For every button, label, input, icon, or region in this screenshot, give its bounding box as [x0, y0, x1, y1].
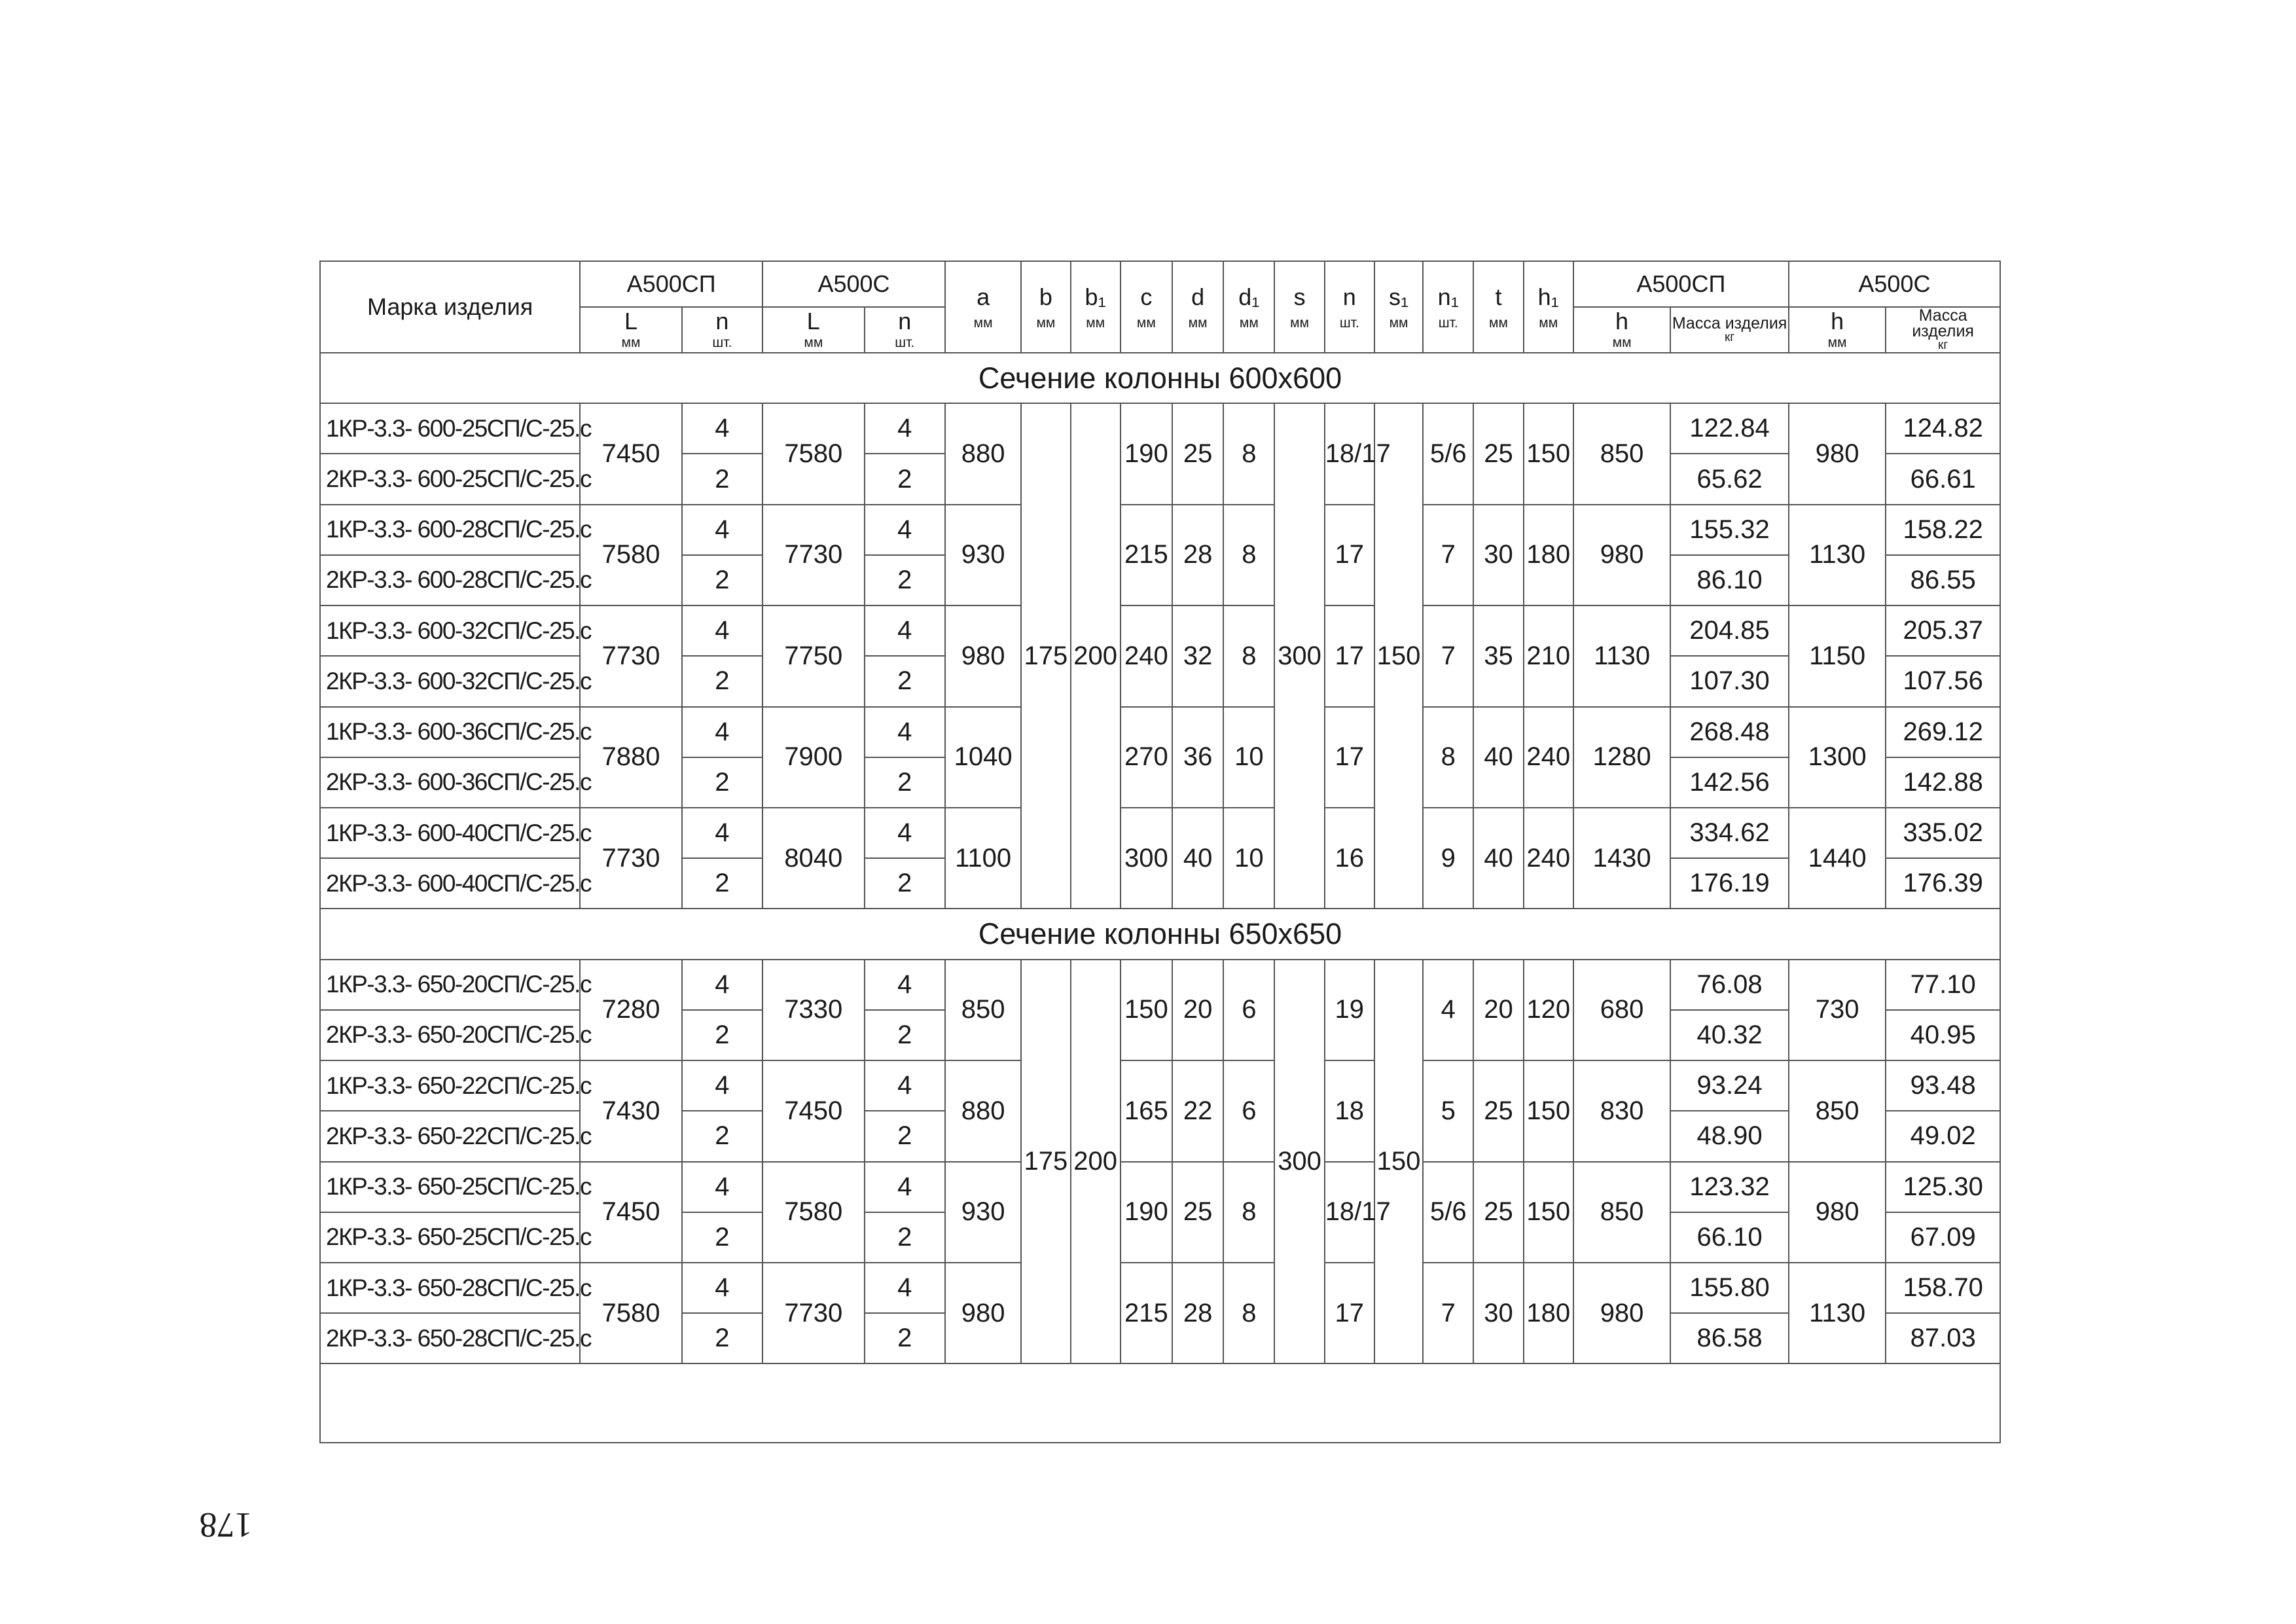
- n-sp-cell: 2: [682, 555, 762, 605]
- header-h-s: [1789, 307, 1886, 353]
- h1-cell: 120: [1524, 960, 1573, 1060]
- h-s-cell: 980: [1789, 1162, 1886, 1263]
- mass-sp-cell: 268.48: [1670, 707, 1789, 757]
- mass-sp-cell: 123.32: [1670, 1162, 1789, 1212]
- header-c-label: c: [1140, 283, 1153, 310]
- d-cell: 36: [1172, 707, 1223, 808]
- mark-cell: 1КР-3.3- 600-28СП/С-25.с: [320, 505, 580, 555]
- header-group-a500sp-right: А500СП: [1573, 261, 1789, 307]
- mass-sp-cell: 93.24: [1670, 1060, 1789, 1111]
- L-s-cell: 7900: [762, 707, 864, 808]
- L-sp-cell: 7730: [580, 605, 681, 706]
- header-d1: [1223, 261, 1274, 353]
- table-body: [320, 353, 2000, 1443]
- header-h-s-unit: мм: [1827, 335, 1847, 350]
- section-title: Сечение колонны 600x600: [320, 353, 2000, 403]
- header-d: [1172, 261, 1223, 353]
- header-t: [1473, 261, 1523, 353]
- n-sp-cell: 4: [682, 1263, 762, 1313]
- mark-cell: 1КР-3.3- 600-40СП/С-25.с: [320, 808, 580, 858]
- header-mass-s-unit: кг: [1938, 338, 1948, 352]
- n-s-cell: 4: [865, 960, 945, 1010]
- mass-sp-cell: 40.32: [1670, 1010, 1789, 1060]
- header-s1-label: s₁: [1388, 283, 1409, 310]
- specification-table: [319, 261, 2001, 1443]
- mass-sp-cell: 155.80: [1670, 1263, 1789, 1313]
- h-s-cell: 1130: [1789, 505, 1886, 605]
- n-s-cell: 2: [865, 1010, 945, 1060]
- header-s1: [1374, 261, 1423, 353]
- L-sp-cell: 7580: [580, 1263, 681, 1363]
- n-pcs-cell: 16: [1325, 808, 1374, 909]
- a-cell: 1040: [945, 707, 1021, 808]
- h-s-cell: 1440: [1789, 808, 1886, 909]
- d-cell: 20: [1172, 960, 1223, 1060]
- header-L-s-unit: мм: [804, 335, 823, 350]
- mass-sp-cell: 86.10: [1670, 555, 1789, 605]
- t-cell: 40: [1473, 808, 1523, 909]
- n1-cell: 5/6: [1423, 403, 1473, 504]
- mass-s-cell: 124.82: [1886, 403, 2000, 454]
- mass-sp-cell: 66.10: [1670, 1212, 1789, 1263]
- mass-s-cell: 125.30: [1886, 1162, 2000, 1212]
- d-cell: 28: [1172, 505, 1223, 605]
- n1-cell: 7: [1423, 605, 1473, 706]
- header-d1-unit: мм: [1239, 316, 1259, 331]
- b1-cell: 200: [1071, 960, 1121, 1364]
- c-cell: 150: [1121, 960, 1172, 1060]
- header-a-label: a: [977, 283, 990, 310]
- header-b-label: b: [1039, 283, 1052, 310]
- n-sp-cell: 2: [682, 454, 762, 504]
- header-n-s-unit: шт.: [895, 335, 915, 350]
- mark-cell: 2КР-3.3- 650-22СП/С-25.с: [320, 1111, 580, 1161]
- t-cell: 25: [1473, 403, 1523, 504]
- header-s: [1274, 261, 1324, 353]
- n-sp-cell: 2: [682, 858, 762, 909]
- n-pcs-cell: 19: [1325, 960, 1374, 1060]
- mass-sp-cell: 86.58: [1670, 1313, 1789, 1363]
- table-header: [320, 261, 2000, 353]
- a-cell: 1100: [945, 808, 1021, 909]
- a-cell: 980: [945, 605, 1021, 706]
- h-sp-cell: 850: [1573, 403, 1670, 504]
- table-row: [320, 403, 2000, 454]
- header-n1-unit: шт.: [1438, 316, 1458, 331]
- header-h1: [1524, 261, 1573, 353]
- n1-cell: 5/6: [1423, 1162, 1473, 1263]
- mass-sp-cell: 155.32: [1670, 505, 1789, 555]
- header-group-a500s: А500С: [762, 261, 945, 307]
- L-sp-cell: 7730: [580, 808, 681, 909]
- mark-cell: 2КР-3.3- 600-36СП/С-25.с: [320, 757, 580, 808]
- c-cell: 190: [1121, 1162, 1172, 1263]
- table-row: [320, 1060, 2000, 1111]
- n-s-cell: 2: [865, 757, 945, 808]
- b-cell: 175: [1021, 960, 1070, 1364]
- h1-cell: 150: [1524, 1060, 1573, 1161]
- d1-cell: 10: [1223, 707, 1274, 808]
- table-row: [320, 605, 2000, 656]
- header-h-sp-label: h: [1615, 308, 1629, 334]
- section-row: [320, 353, 2000, 403]
- mass-s-cell: 67.09: [1886, 1212, 2000, 1263]
- mark-cell: 2КР-3.3- 600-25СП/С-25.с: [320, 454, 580, 504]
- h1-cell: 150: [1524, 1162, 1573, 1263]
- mass-s-cell: 93.48: [1886, 1060, 2000, 1111]
- header-n-pcs: [1325, 261, 1374, 353]
- t-cell: 35: [1473, 605, 1523, 706]
- header-b1: [1071, 261, 1121, 353]
- mass-s-cell: 40.95: [1886, 1010, 2000, 1060]
- table-row: [320, 1162, 2000, 1212]
- n-s-cell: 2: [865, 454, 945, 504]
- h-sp-cell: 980: [1573, 505, 1670, 605]
- s1-cell: 150: [1374, 403, 1423, 909]
- header-s-unit: мм: [1290, 316, 1309, 331]
- section-title: Сечение колонны 650x650: [320, 909, 2000, 959]
- mark-cell: 1КР-3.3- 650-25СП/С-25.с: [320, 1162, 580, 1212]
- n-s-cell: 4: [865, 707, 945, 757]
- h1-cell: 210: [1524, 605, 1573, 706]
- header-mass-sp-unit: кг: [1724, 331, 1735, 344]
- n-s-cell: 4: [865, 605, 945, 656]
- b1-cell: 200: [1071, 403, 1121, 909]
- header-mark: Марка изделия: [320, 261, 580, 353]
- a-cell: 980: [945, 1263, 1021, 1363]
- d-cell: 25: [1172, 1162, 1223, 1263]
- L-sp-cell: 7280: [580, 960, 681, 1060]
- h-sp-cell: 1280: [1573, 707, 1670, 808]
- a-cell: 880: [945, 1060, 1021, 1161]
- n-pcs-cell: 18/17: [1325, 403, 1374, 504]
- header-mass-s: [1886, 307, 2000, 353]
- h-s-cell: 1130: [1789, 1263, 1886, 1363]
- d1-cell: 8: [1223, 403, 1274, 504]
- d-cell: 40: [1172, 808, 1223, 909]
- n-sp-cell: 4: [682, 605, 762, 656]
- header-n-s-label: n: [898, 308, 912, 334]
- mark-cell: 1КР-3.3- 650-22СП/С-25.с: [320, 1060, 580, 1111]
- d1-cell: 6: [1223, 960, 1274, 1060]
- n1-cell: 4: [1423, 960, 1473, 1060]
- header-group-a500s-right: А500С: [1789, 261, 2000, 307]
- n-sp-cell: 4: [682, 808, 762, 858]
- h-sp-cell: 830: [1573, 1060, 1670, 1161]
- mass-sp-cell: 176.19: [1670, 858, 1789, 909]
- L-s-cell: 7330: [762, 960, 864, 1060]
- c-cell: 190: [1121, 403, 1172, 504]
- n-s-cell: 4: [865, 505, 945, 555]
- a-cell: 880: [945, 403, 1021, 504]
- c-cell: 165: [1121, 1060, 1172, 1161]
- L-s-cell: 8040: [762, 808, 864, 909]
- L-sp-cell: 7580: [580, 505, 681, 605]
- mark-cell: 2КР-3.3- 600-28СП/С-25.с: [320, 555, 580, 605]
- t-cell: 25: [1473, 1060, 1523, 1161]
- t-cell: 20: [1473, 960, 1523, 1060]
- section-row: [320, 909, 2000, 959]
- n-s-cell: 4: [865, 1162, 945, 1212]
- n-sp-cell: 2: [682, 1010, 762, 1060]
- n-s-cell: 2: [865, 1212, 945, 1263]
- h1-cell: 180: [1524, 1263, 1573, 1363]
- blank-cell: [320, 1363, 2000, 1443]
- header-h1-label: h₁: [1537, 283, 1559, 310]
- h-sp-cell: 1130: [1573, 605, 1670, 706]
- mark-cell: 2КР-3.3- 650-28СП/С-25.с: [320, 1313, 580, 1363]
- header-n-pcs-label: n: [1342, 283, 1356, 310]
- n-pcs-cell: 17: [1325, 707, 1374, 808]
- L-sp-cell: 7430: [580, 1060, 681, 1161]
- h-sp-cell: 680: [1573, 960, 1670, 1060]
- header-mass-s-label: Масса изделия: [1912, 306, 1974, 340]
- h-sp-cell: 980: [1573, 1263, 1670, 1363]
- n-sp-cell: 4: [682, 505, 762, 555]
- mass-s-cell: 142.88: [1886, 757, 2000, 808]
- t-cell: 25: [1473, 1162, 1523, 1263]
- table-row: [320, 960, 2000, 1010]
- c-cell: 300: [1121, 808, 1172, 909]
- mass-sp-cell: 142.56: [1670, 757, 1789, 808]
- t-cell: 40: [1473, 707, 1523, 808]
- n1-cell: 7: [1423, 505, 1473, 605]
- header-L-sp-label: L: [624, 308, 637, 334]
- mass-sp-cell: 122.84: [1670, 403, 1789, 454]
- mass-sp-cell: 48.90: [1670, 1111, 1789, 1161]
- a-cell: 930: [945, 505, 1021, 605]
- h-s-cell: 850: [1789, 1060, 1886, 1161]
- n1-cell: 7: [1423, 1263, 1473, 1363]
- n-sp-cell: 4: [682, 960, 762, 1010]
- table-row: [320, 808, 2000, 858]
- mass-s-cell: 158.22: [1886, 505, 2000, 555]
- header-b1-label: b₁: [1085, 283, 1106, 310]
- n-s-cell: 4: [865, 808, 945, 858]
- table-row: [320, 1263, 2000, 1313]
- d1-cell: 6: [1223, 1060, 1274, 1161]
- header-d1-label: d₁: [1238, 283, 1260, 310]
- n-sp-cell: 2: [682, 1313, 762, 1363]
- mark-cell: 1КР-3.3- 600-36СП/С-25.с: [320, 707, 580, 757]
- d-cell: 32: [1172, 605, 1223, 706]
- header-d-label: d: [1191, 283, 1205, 310]
- d1-cell: 10: [1223, 808, 1274, 909]
- blank-row: [320, 1363, 2000, 1443]
- header-n-s: [865, 307, 945, 353]
- table-row: [320, 707, 2000, 757]
- n-pcs-cell: 17: [1325, 1263, 1374, 1363]
- d-cell: 28: [1172, 1263, 1223, 1363]
- page-number: 178: [199, 1506, 253, 1545]
- header-n-sp-label: n: [715, 308, 729, 334]
- mass-s-cell: 86.55: [1886, 555, 2000, 605]
- s-cell: 300: [1274, 403, 1324, 909]
- n-pcs-cell: 18: [1325, 1060, 1374, 1161]
- h-s-cell: 730: [1789, 960, 1886, 1060]
- mass-sp-cell: 204.85: [1670, 605, 1789, 656]
- h-s-cell: 1300: [1789, 707, 1886, 808]
- d1-cell: 8: [1223, 1162, 1274, 1263]
- L-s-cell: 7730: [762, 505, 864, 605]
- mass-s-cell: 49.02: [1886, 1111, 2000, 1161]
- L-sp-cell: 7450: [580, 1162, 681, 1263]
- h1-cell: 240: [1524, 808, 1573, 909]
- c-cell: 215: [1121, 1263, 1172, 1363]
- n-sp-cell: 4: [682, 1162, 762, 1212]
- header-h1-unit: мм: [1539, 316, 1558, 331]
- a-cell: 930: [945, 1162, 1021, 1263]
- mass-s-cell: 269.12: [1886, 707, 2000, 757]
- L-sp-cell: 7450: [580, 403, 681, 504]
- n-s-cell: 4: [865, 1060, 945, 1111]
- d-cell: 22: [1172, 1060, 1223, 1161]
- header-b1-unit: мм: [1086, 316, 1105, 331]
- a-cell: 850: [945, 960, 1021, 1060]
- header-h-sp-unit: мм: [1612, 335, 1632, 350]
- header-c: [1121, 261, 1172, 353]
- h1-cell: 150: [1524, 403, 1573, 504]
- n-s-cell: 2: [865, 1111, 945, 1161]
- n-sp-cell: 4: [682, 403, 762, 454]
- header-s1-unit: мм: [1389, 316, 1408, 331]
- header-c-unit: мм: [1136, 316, 1156, 331]
- h-sp-cell: 1430: [1573, 808, 1670, 909]
- mark-cell: 1КР-3.3- 600-32СП/С-25.с: [320, 605, 580, 656]
- L-sp-cell: 7880: [580, 707, 681, 808]
- n1-cell: 8: [1423, 707, 1473, 808]
- n-sp-cell: 2: [682, 656, 762, 706]
- mass-s-cell: 205.37: [1886, 605, 2000, 656]
- n1-cell: 5: [1423, 1060, 1473, 1161]
- header-b: [1021, 261, 1070, 353]
- n-pcs-cell: 17: [1325, 505, 1374, 605]
- L-s-cell: 7580: [762, 403, 864, 504]
- header-n-sp-unit: шт.: [712, 335, 732, 350]
- mass-s-cell: 107.56: [1886, 656, 2000, 706]
- header-L-sp-unit: мм: [621, 335, 641, 350]
- header-L-s-label: L: [806, 308, 820, 334]
- header-mass-sp-label: Масса изделия: [1672, 314, 1787, 333]
- header-n1: [1423, 261, 1473, 353]
- n1-cell: 9: [1423, 808, 1473, 909]
- mass-s-cell: 335.02: [1886, 808, 2000, 858]
- mark-cell: 1КР-3.3- 600-25СП/С-25.с: [320, 403, 580, 454]
- mass-sp-cell: 76.08: [1670, 960, 1789, 1010]
- n-sp-cell: 4: [682, 1060, 762, 1111]
- mass-sp-cell: 334.62: [1670, 808, 1789, 858]
- n-sp-cell: 2: [682, 1111, 762, 1161]
- n-pcs-cell: 17: [1325, 605, 1374, 706]
- L-s-cell: 7580: [762, 1162, 864, 1263]
- mass-s-cell: 77.10: [1886, 960, 2000, 1010]
- n-s-cell: 2: [865, 656, 945, 706]
- b-cell: 175: [1021, 403, 1070, 909]
- t-cell: 30: [1473, 1263, 1523, 1363]
- n-sp-cell: 2: [682, 1212, 762, 1263]
- table-row: [320, 505, 2000, 555]
- mass-s-cell: 66.61: [1886, 454, 2000, 504]
- mark-cell: 2КР-3.3- 600-32СП/С-25.с: [320, 656, 580, 706]
- mark-cell: 2КР-3.3- 650-20СП/С-25.с: [320, 1010, 580, 1060]
- header-L-s: [762, 307, 864, 353]
- header-n-pcs-unit: шт.: [1339, 316, 1359, 331]
- n-sp-cell: 2: [682, 757, 762, 808]
- header-a-unit: мм: [973, 316, 993, 331]
- n-s-cell: 2: [865, 555, 945, 605]
- L-s-cell: 7750: [762, 605, 864, 706]
- h1-cell: 180: [1524, 505, 1573, 605]
- h-sp-cell: 850: [1573, 1162, 1670, 1263]
- header-mass-sp: [1670, 307, 1789, 353]
- header-n1-label: n₁: [1437, 283, 1459, 310]
- header-d-unit: мм: [1188, 316, 1208, 331]
- header-t-label: t: [1495, 283, 1502, 310]
- header-L-sp: [580, 307, 681, 353]
- s-cell: 300: [1274, 960, 1324, 1364]
- mark-cell: 1КР-3.3- 650-20СП/С-25.с: [320, 960, 580, 1010]
- L-s-cell: 7450: [762, 1060, 864, 1161]
- n-s-cell: 2: [865, 1313, 945, 1363]
- header-n-sp: [682, 307, 762, 353]
- c-cell: 240: [1121, 605, 1172, 706]
- c-cell: 215: [1121, 505, 1172, 605]
- n-s-cell: 4: [865, 1263, 945, 1313]
- header-t-unit: мм: [1489, 316, 1508, 331]
- d1-cell: 8: [1223, 605, 1274, 706]
- header-a: [945, 261, 1021, 353]
- header-h-sp: [1573, 307, 1670, 353]
- d1-cell: 8: [1223, 1263, 1274, 1363]
- mark-cell: 1КР-3.3- 650-28СП/С-25.с: [320, 1263, 580, 1313]
- mass-s-cell: 176.39: [1886, 858, 2000, 909]
- mass-s-cell: 87.03: [1886, 1313, 2000, 1363]
- n-sp-cell: 4: [682, 707, 762, 757]
- mass-sp-cell: 65.62: [1670, 454, 1789, 504]
- n-pcs-cell: 18/17: [1325, 1162, 1374, 1263]
- c-cell: 270: [1121, 707, 1172, 808]
- mark-cell: 2КР-3.3- 650-25СП/С-25.с: [320, 1212, 580, 1263]
- d1-cell: 8: [1223, 505, 1274, 605]
- header-h-s-label: h: [1831, 308, 1844, 334]
- header-b-unit: мм: [1036, 316, 1056, 331]
- h1-cell: 240: [1524, 707, 1573, 808]
- n-s-cell: 2: [865, 858, 945, 909]
- h-s-cell: 1150: [1789, 605, 1886, 706]
- s1-cell: 150: [1374, 960, 1423, 1364]
- t-cell: 30: [1473, 505, 1523, 605]
- L-s-cell: 7730: [762, 1263, 864, 1363]
- header-group-a500sp: А500СП: [580, 261, 762, 307]
- n-s-cell: 4: [865, 403, 945, 454]
- mass-sp-cell: 107.30: [1670, 656, 1789, 706]
- header-s-label: s: [1293, 283, 1306, 310]
- d-cell: 25: [1172, 403, 1223, 504]
- mark-cell: 2КР-3.3- 600-40СП/С-25.с: [320, 858, 580, 909]
- mass-s-cell: 158.70: [1886, 1263, 2000, 1313]
- h-s-cell: 980: [1789, 403, 1886, 504]
